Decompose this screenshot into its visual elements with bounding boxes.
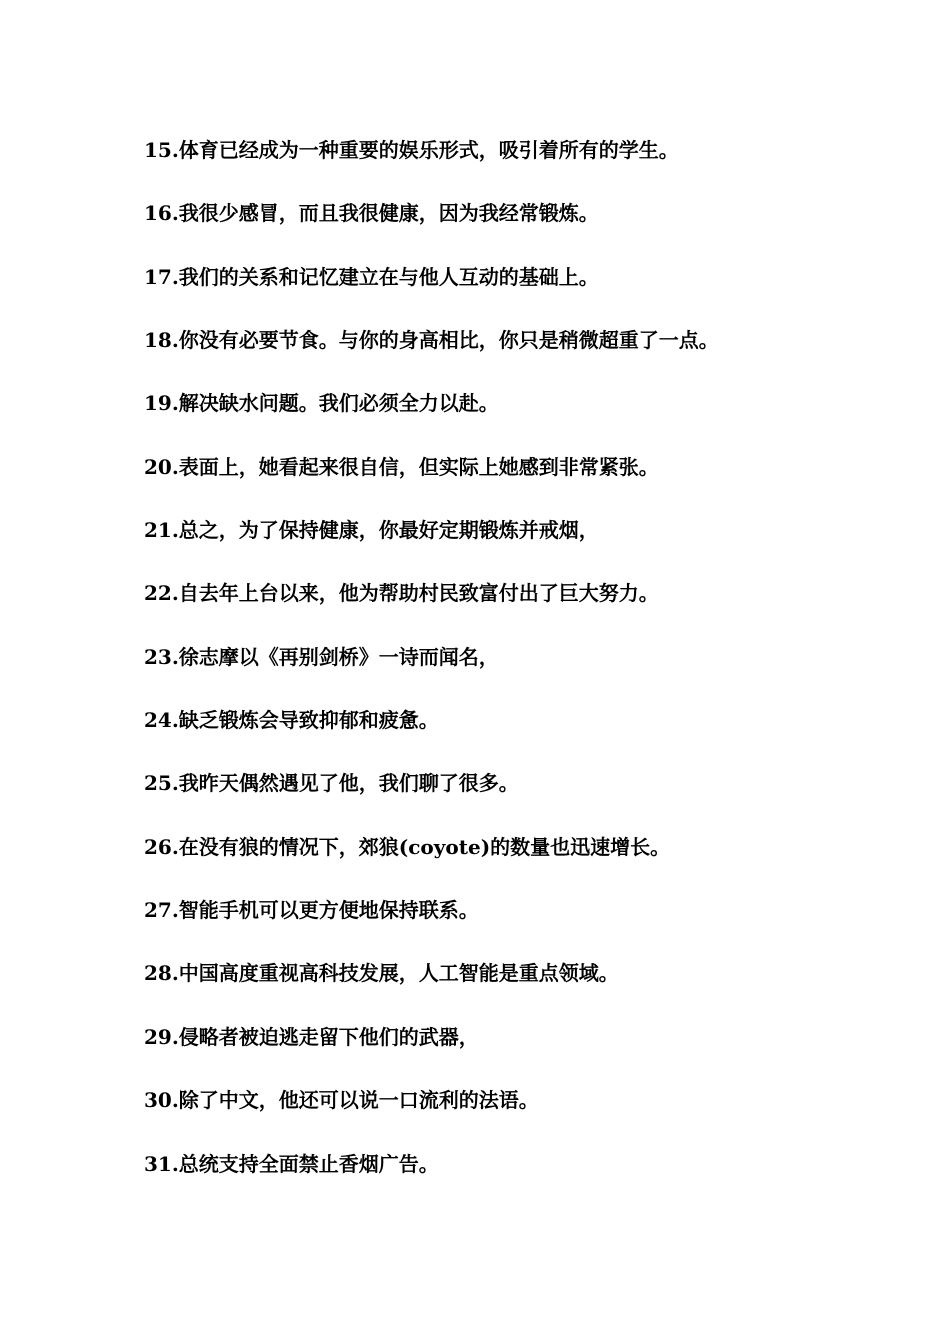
sentence-18: 18.你没有必要节食。与你的身高相比，你只是稍微超重了一点。 <box>144 328 719 353</box>
sentence-16: 16.我很少感冒，而且我很健康，因为我经常锻炼。 <box>144 201 599 226</box>
sentence-31: 31.总统支持全面禁止香烟广告。 <box>144 1151 439 1176</box>
sentence-15: 15.体育已经成为一种重要的娱乐形式，吸引着所有的学生。 <box>144 138 679 162</box>
sentence-29: 29.侵略者被迫逃走留下他们的武器， <box>144 1024 479 1049</box>
sentence-27: 27.智能手机可以更方便地保持联系。 <box>144 898 479 923</box>
sentence-list <box>144 134 719 1211</box>
sentence-25: 25.我昨天偶然遇见了他，我们聊了很多。 <box>144 771 519 796</box>
sentence-30: 30.除了中文，他还可以说一口流利的法语。 <box>144 1088 539 1113</box>
sentence-22: 22.自去年上台以来，他为帮助村民致富付出了巨大努力。 <box>144 581 659 606</box>
sentence-23: 23.徐志摩以《再别剑桥》一诗而闻名， <box>144 644 499 669</box>
sentence-26: 26.在没有狼的情况下，郊狼(coyote)的数量也迅速增长。 <box>144 834 671 859</box>
sentence-19: 19.解决缺水问题。我们必须全力以赴。 <box>144 391 499 416</box>
sentence-17: 17.我们的关系和记忆建立在与他人互动的基础上。 <box>144 264 599 289</box>
sentence-28: 28.中国高度重视高科技发展，人工智能是重点领域。 <box>144 961 619 986</box>
sentence-20: 20.表面上，她看起来很自信，但实际上她感到非常紧张。 <box>144 454 659 479</box>
sentence-21: 21.总之，为了保持健康，你最好定期锻炼并戒烟， <box>144 518 599 543</box>
sentence-24: 24.缺乏锻炼会导致抑郁和疲惫。 <box>144 708 439 733</box>
